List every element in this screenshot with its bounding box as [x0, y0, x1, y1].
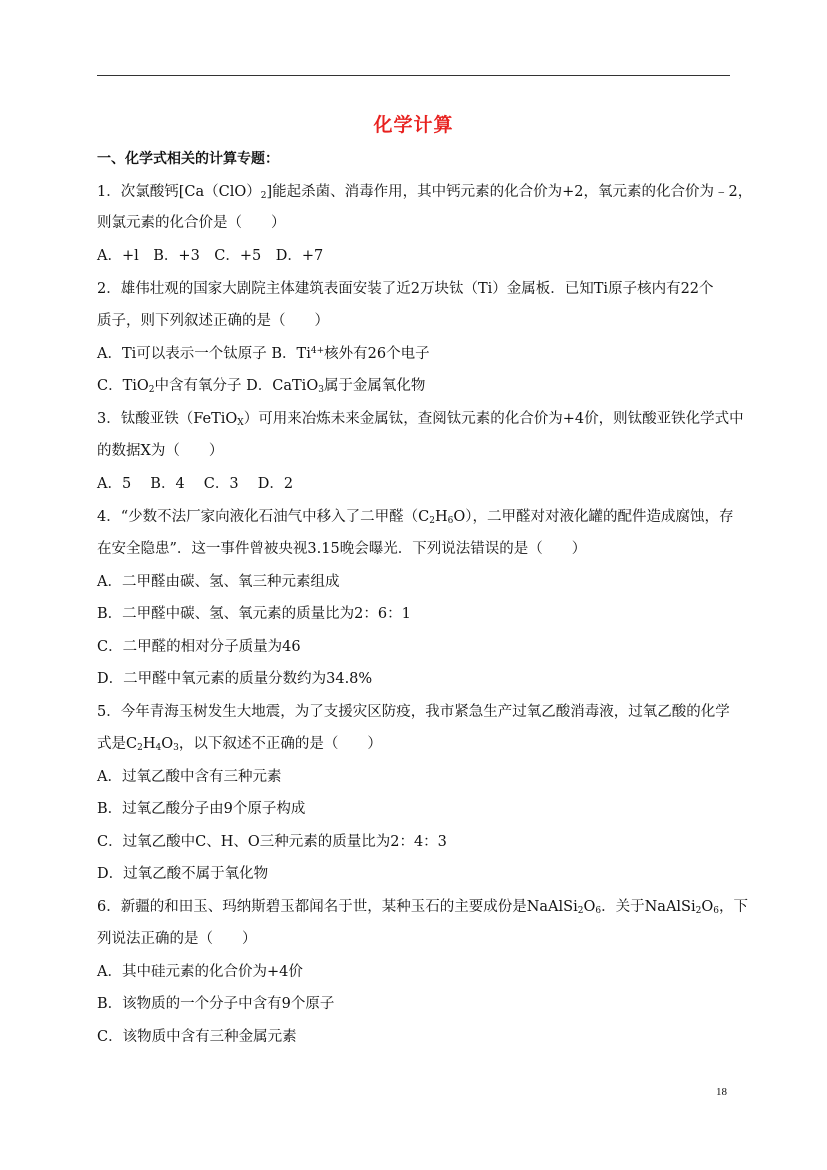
q2-stem-line2: 质子，则下列叙述正确的是（ ）: [97, 313, 329, 329]
q5-stem-line2: 式是$C_2H_4O_3$，以下叙述不正确的是（ ）: [97, 736, 382, 753]
q1-stem-line1: 1．次氯酸钙$[Ca(ClO)_2]$能起杀菌、消毒作用，其中钙元素的化合价为+2，氧元素的化合价为﹣2，: [97, 184, 753, 201]
q5-option-b: B．过氧乙酸分子由9个原子构成: [97, 801, 306, 817]
q3-stem-line2: 的数据X为（ ）: [97, 443, 224, 459]
q3-options: A．5 B．4 C．3 D．2: [97, 476, 294, 492]
q1-options: A．+l B．+3 C．+5 D．+7: [97, 248, 324, 264]
q6-option-b: B．该物质的一个分子中含有9个原子: [97, 996, 335, 1012]
q4-stem-line1: 4．“少数不法厂家向液化石油气中移入了二甲醛$(C_2H_6O)$，二甲醛对对液化罐的配件造成腐蚀，存: [97, 509, 734, 526]
q6-option-a: A．其中硅元素的化合价为+4价: [97, 964, 303, 980]
header-rule: [97, 75, 730, 76]
page-title: 化学计算: [373, 114, 454, 136]
q2-options-cd: C．TiO$_2$中含有氧分子 D．CaTiO$_3$属于金属氧化物: [97, 378, 426, 395]
q5-option-d: D．过氧乙酸不属于氧化物: [97, 866, 269, 882]
q2-options-ab: A．Ti可以表示一个钛原子 B．$Ti^{4+}$核外有26个电子: [97, 346, 430, 362]
q5-option-a: A．过氧乙酸中含有三种元素: [97, 769, 282, 785]
q6-stem-line2: 列说法正确的是（ ）: [97, 931, 257, 947]
q4-option-a: A．二甲醛由碳、氢、氧三种元素组成: [97, 574, 340, 590]
q3-stem-line1: 3．钛酸亚铁（FeTiO$_X$）可用来冶炼未来金属钛，查阅钛元素的化合价为+4价，则钛酸亚铁化学式中: [97, 411, 744, 428]
q5-option-c: C．过氧乙酸中C、H、O三种元素的质量比为2：4：3: [97, 834, 447, 850]
q4-option-b: B．二甲醛中碳、氢、氧元素的质量比为2：6：1: [97, 606, 411, 622]
page-number: 18: [716, 1086, 727, 1098]
section-heading: 一、化学式相关的计算专题：: [97, 151, 279, 167]
q1-stem-line2: 则氯元素的化合价是（ ）: [97, 215, 286, 231]
q4-stem-line2: 在安全隐患”．这一事件曾被央视3.15晚会曝光．下列说法错误的是（ ）: [97, 541, 587, 557]
q2-stem-line1: 2．雄伟壮观的国家大剧院主体建筑表面安装了近2万块钛（Ti）金属板．已知Ti原子核内有22个: [97, 281, 714, 297]
q4-option-d: D．二甲醛中氧元素的质量分数约为34.8%: [97, 671, 373, 687]
q6-option-c: C．该物质中含有三种金属元素: [97, 1029, 297, 1045]
q5-stem-line1: 5．今年青海玉树发生大地震，为了支援灾区防疫，我市紧急生产过氧乙酸消毒液，过氧乙酸的化学: [97, 704, 730, 720]
q6-stem-line1: 6．新疆的和田玉、玛纳斯碧玉都闻名于世，某种玉石的主要成份是$NaAlSi_2O_6$．关于$NaAlSi_2O_6$，下: [97, 899, 748, 916]
q4-option-c: C．二甲醛的相对分子质量为46: [97, 639, 301, 655]
